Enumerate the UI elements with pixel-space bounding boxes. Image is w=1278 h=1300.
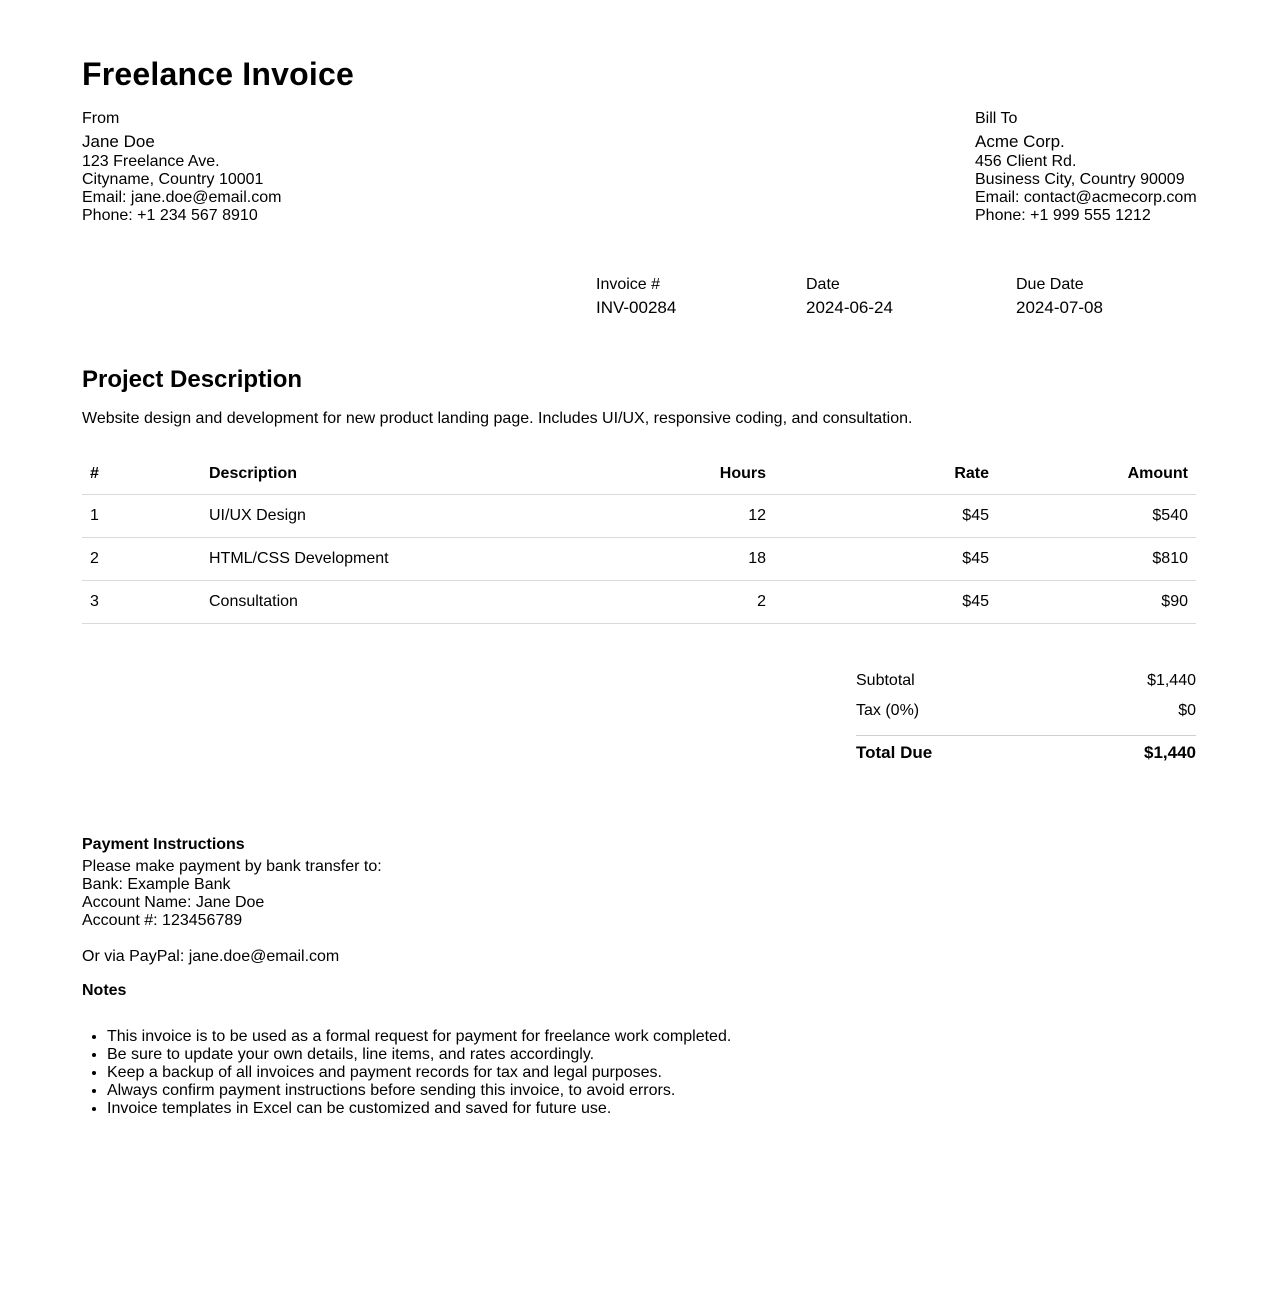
- column-header-amount: Amount: [997, 453, 1196, 495]
- invoice-date-block: [806, 276, 893, 318]
- subtotal-label: Subtotal: [856, 672, 915, 689]
- total-due-row: [856, 743, 1196, 763]
- cell-description: Consultation: [201, 581, 528, 624]
- cell-number: 2: [82, 538, 201, 581]
- due-date-label: Due Date: [1016, 276, 1084, 293]
- cell-hours: 12: [528, 495, 774, 538]
- line-items-table: [82, 453, 1196, 624]
- bill-to-address: [975, 153, 1197, 225]
- list-item: • Always confirm payment instructions before sending this invoice, to avoid errors.: [107, 1082, 731, 1100]
- payment-account-name: Account Name: Jane Doe: [82, 894, 265, 911]
- cell-rate: $45: [774, 495, 997, 538]
- payment-instructions-heading: Payment Instructions: [82, 836, 245, 853]
- total-due-label: Total Due: [856, 743, 933, 762]
- from-phone: Phone: +1 234 567 8910: [82, 207, 258, 224]
- invoice-title: Freelance Invoice: [82, 56, 354, 92]
- payment-bank: Bank: Example Bank: [82, 876, 231, 893]
- payment-instructions: [82, 836, 382, 966]
- payment-account-number: Account #: 123456789: [82, 912, 243, 929]
- invoice-date-value: 2024-06-24: [806, 298, 893, 317]
- bill-to-name: Acme Corp.: [975, 132, 1065, 151]
- cell-description: HTML/CSS Development: [201, 538, 528, 581]
- cell-number: 3: [82, 581, 201, 624]
- table-header-row: [82, 453, 1196, 495]
- subtotal-value: $1,440: [1147, 672, 1196, 689]
- cell-number: 1: [82, 495, 201, 538]
- bill-to-label: Bill To: [975, 110, 1018, 127]
- from-email: Email: jane.doe@email.com: [82, 189, 282, 206]
- list-item: • Invoice templates in Excel can be customized and saved for future use.: [107, 1100, 731, 1118]
- list-item: • This invoice is to be used as a formal request for payment for freelance work completed.: [107, 1028, 731, 1046]
- table-row: [82, 581, 1196, 624]
- column-header-hours: Hours: [528, 453, 774, 495]
- cell-amount: $540: [997, 495, 1196, 538]
- invoice-number-label: Invoice #: [596, 276, 661, 293]
- from-line: 123 Freelance Ave.: [82, 153, 220, 170]
- bill-to-email: Email: contact@acmecorp.com: [975, 189, 1197, 206]
- project-description-heading: Project Description: [82, 366, 303, 393]
- tax-row: [856, 702, 1196, 720]
- cell-rate: $45: [774, 538, 997, 581]
- column-header-number: #: [82, 453, 201, 495]
- cell-hours: 18: [528, 538, 774, 581]
- tax-value: $0: [1178, 702, 1196, 719]
- from-label: From: [82, 110, 120, 127]
- due-date-block: [1016, 276, 1103, 318]
- payment-line: Please make payment by bank transfer to:: [82, 858, 382, 875]
- bill-to-line: 456 Client Rd.: [975, 153, 1077, 170]
- from-line: Cityname, Country 10001: [82, 171, 264, 188]
- cell-rate: $45: [774, 581, 997, 624]
- table-row: [82, 538, 1196, 581]
- cell-hours: 2: [528, 581, 774, 624]
- from-name: Jane Doe: [82, 132, 155, 151]
- table-row: [82, 495, 1196, 538]
- totals-block: [856, 670, 1196, 763]
- total-due-value: $1,440: [1144, 743, 1196, 762]
- column-header-rate: Rate: [774, 453, 997, 495]
- list-item: • Be sure to update your own details, line items, and rates accordingly.: [107, 1046, 731, 1064]
- bill-to-block: [975, 110, 1197, 225]
- list-item: • Keep a backup of all invoices and payment records for tax and legal purposes.: [107, 1064, 731, 1082]
- totals-divider: [856, 735, 1196, 736]
- invoice-number-value: INV-00284: [596, 298, 677, 317]
- from-block: [82, 110, 281, 225]
- bill-to-phone: Phone: +1 999 555 1212: [975, 207, 1151, 224]
- invoice-date-label: Date: [806, 276, 840, 293]
- column-header-description: Description: [201, 453, 528, 495]
- subtotal-row: [856, 672, 1196, 690]
- invoice-number-block: [596, 276, 676, 318]
- cell-amount: $810: [997, 538, 1196, 581]
- notes-heading: Notes: [82, 982, 127, 999]
- cell-amount: $90: [997, 581, 1196, 624]
- project-description-text: Website design and development for new product landing page. Includes UI/UX, responsive coding, and consultation.: [82, 410, 913, 427]
- from-address: [82, 153, 281, 225]
- cell-description: UI/UX Design: [201, 495, 528, 538]
- bill-to-line: Business City, Country 90009: [975, 171, 1185, 188]
- notes-list: [82, 1028, 731, 1118]
- payment-paypal: Or via PayPal: jane.doe@email.com: [82, 948, 340, 965]
- due-date-value: 2024-07-08: [1016, 298, 1103, 317]
- tax-label: Tax (0%): [856, 702, 920, 719]
